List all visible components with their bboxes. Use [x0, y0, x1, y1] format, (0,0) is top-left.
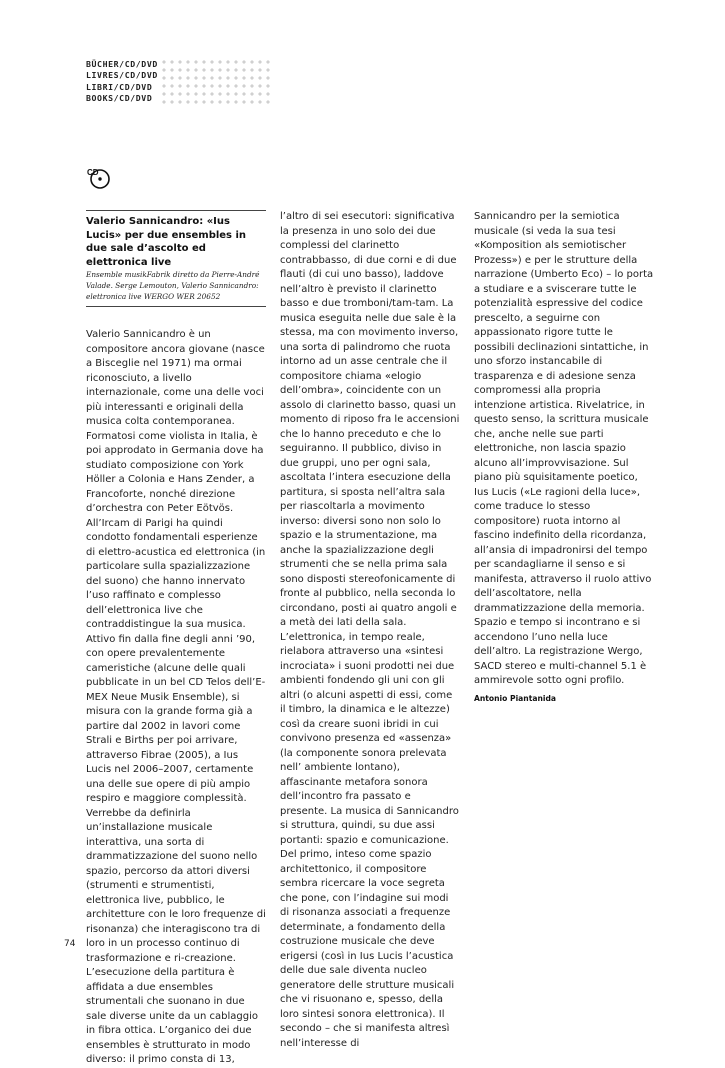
review-title: Valerio Sannicandro: «Ius Lucis» per due ensembles in due sale d’ascolto ed elettronica live [86, 216, 247, 268]
column-2 [280, 210, 460, 1051]
review-body-col3: Sannicandro per la semiotica musicale (si veda la sua tesi «Komposition als semiotischer Prozess») e per le strutture della narrazione (Umberto Eco) – lo porta a studiare e a sviscerare tutte le potenzialità espressive del codice prescelto, a seguirne con appassionato rigore tutte le possibili declinazioni sintattiche, in uno sforzo instancabile di trasparenza e di adesione senza compromessi alla propria intenzione artistica. Rivelatrice, in questo senso, la scrittura musicale che, anche nelle sue parti elettroniche, non lascia spazio alcuno all’improvvisazione. Sul piano più squisitamente poetico, Ius Lucis («Le ragioni della luce», come traduce lo stesso compositore) ruota intorno al fascino indefinito della ricordanza, all’ansia di impadronirsi del tempo per scandagliarne il senso e si manifesta, attraverso il ruolo attivo dell’ascoltatore, nella drammatizzazione della memoria. Spazio e tempo si incontrano e si accendono l’uno nella luce dell’altro. La registrazione Wergo, SACD stereo e multi-channel 5.1 è ammirevole sotto ogni profilo. [474, 211, 654, 686]
page-number: 74 [64, 939, 76, 949]
section-label-en: BOOKS/CD/DVD [86, 92, 153, 103]
cd-icon [86, 165, 112, 191]
column-1 [86, 210, 266, 1068]
dot-pattern-decoration [160, 58, 272, 104]
title-bottom-rule [86, 306, 266, 307]
review-body-col2: l’altro di sei esecutori: significativa la presenza in uno solo dei due complessi del clarinetto contrabbasso, di due corni e di due flauti (di cui uno basso), laddove nell’altro è previsto il clarinetto basso e due tromboni/tam-tam. La musica eseguita nelle due sale è la stessa, ma con movimento inverso, una sorta di palindromo che ruota intorno ad un asse centrale che il compositore chiama «elogio dell’ombra», coincidente con un assolo di clarinetto basso, quasi un momento di riposo fra le accensioni che lo hanno preceduto e che lo seguiranno. Il pubblico, diviso in due gruppi, uno per ogni sala, ascoltata l’intera esecuzione della partitura, si sposta nell’altra sala per riascoltarla a movimento inverso: diversi sono non solo lo spazio e la strumentazione, ma anche la spazializzazione degli strumenti che se nella prima sala sono disposti stereofonicamente di fronte al pubblico, nella seconda lo circondano, posti ai quatro angoli e a metà dei lati della sala. L’elettronica, in tempo reale, rielabora attraverso una «sintesi incrociata» i suoni prodotti nei due ambienti fondendo gli uni con gli altri (o alcuni aspetti di essi, come il timbro, la dinamica e le altezze) così da creare suoni ibridi in cui convivono presenza ed «assenza» (la componente sonora prelevata nell’ ambiente lontano), affascinante metafora sonora dell’incontro fra passato e presente. La musica di Sannicandro si struttura, quindi, su due assi portanti: spazio e comunicazione. Del primo, inteso come spazio architettonico, il compositore sembra ricercare la voce segreta che pone, con l’indagine sui modi di risonanza associati a frequenze determinate, a fondamento della costruzione musicale che deve erigersi (così in Ius Lucis l’acustica delle due sale diventa nucleo generatore delle strutture musicali che vi risuonano e, spesso, della loro sintesi sonora elettronica). Il secondo – che si manifesta altresì nell’interesse di [280, 211, 460, 1049]
section-label-de: BÜCHER/CD/DVD [86, 59, 158, 69]
cd-icon-label: CD [87, 168, 99, 177]
section-header [86, 59, 158, 104]
section-label-fr: LIVRES/CD/DVD [86, 70, 158, 81]
section-label-it: LIBRI/CD/DVD [86, 81, 153, 92]
author-signature: Antonio Piantanida [474, 693, 557, 703]
review-body-col1: Valerio Sannicandro è un compositore ancora giovane (nasce a Bisceglie nel 1971) ma ormai riconosciuto, a livello internazionale, come una delle voci più interessanti e originali della musica colta contemporanea. Formatosi come violista in Italia, è poi approdato in Germania dove ha studiato composizione con York Höller a Colonia e Hans Zender, a Francoforte, nonché direzione d’orchestra con Peter Eötvös. All’Ircam di Parigi ha quindi condotto fondamentali esperienze di elettro-acustica ed elettronica (in particolare sulla spazializzazione del suono) che hanno innervato l’uso raffinato e complesso dell’elettronica live che contraddistingue la sua musica. Attivo fin dalla fine degli anni ’90, con opere prevalentemente cameristiche (alcune delle quali pubblicate in un bel CD Telos dell’E-MEX Neue Musik Ensemble), si misura con la grande forma già a partire dal 2002 in lavori come Strali e Births per poi arrivare, attraverso Fibrae (2005), a Ius Lucis nel 2006–2007, certamente una delle sue opere di più ampio respiro e maggiore complessità. Verrebbe da definirla un’installazione musicale interattiva, una sorta di drammatizzazione del suono nello spazio, percorso da attori diversi (strumenti e strumentisti, elettronica live, pubblico, le architetture con le loro frequenze di risonanza) che interagiscono tra di loro in un processo continuo di trasformazione e ri-creazione. L’esecuzione della partitura è affidata a due ensembles strumentali che suonano in due sale diverse unite da un cablaggio in fibra ottica. L’organico dei due ensembles è strutturato in modo diverso: il primo consta di 13, [86, 329, 266, 1066]
review-meta: Ensemble musikFabrik diretto da Pierre-André Valade. Serge Lemouton, Valerio Sannicandro: elettronica live WERGO WER 20652 [86, 270, 260, 302]
column-3 [474, 210, 654, 705]
